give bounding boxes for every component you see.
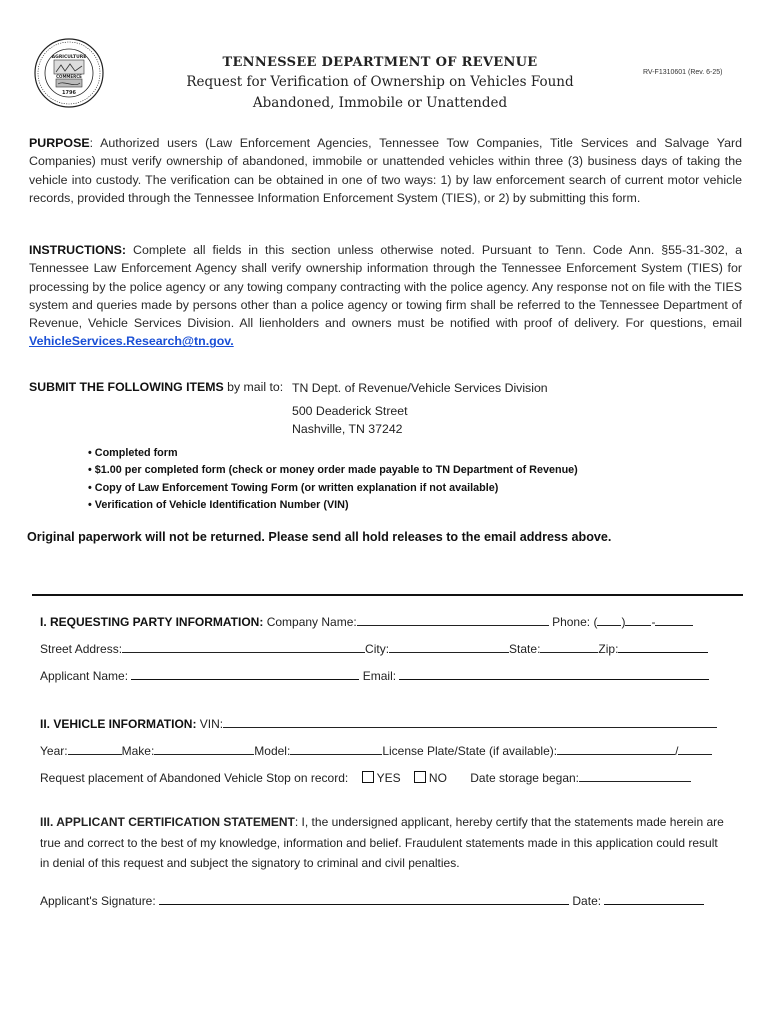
instructions-label: INSTRUCTIONS: <box>29 243 127 257</box>
section1-heading: I. REQUESTING PARTY INFORMATION: <box>40 615 264 629</box>
year-label: Year: <box>40 744 68 758</box>
street-address-field[interactable] <box>122 640 365 653</box>
license-plate-label: License Plate/State (if available): <box>382 744 558 758</box>
vehicle-services-email-link[interactable]: VehicleServices.Research@tn.gov. <box>29 334 234 349</box>
phone-close-paren: ) <box>621 615 626 629</box>
yes-checkbox[interactable] <box>362 771 374 783</box>
state-label: State: <box>509 642 541 656</box>
phone-label: Phone: ( <box>552 615 598 629</box>
purpose-text: : Authorized users (Law Enforcement Agencies, Tennessee Tow Companies, Title Services and Salvage Yard Companies) must verify ownership of abandoned, immobile or unattended vehicles within three (3) business days of taking the vehicle into custody. The verification can be obtained in one of two ways: 1) by law enforcement search of current motor vehicle records, provided through the Tennessee Information Enforcement System (TIES), or 2) by submitting this form. <box>29 136 742 205</box>
applicant-name-field[interactable] <box>131 667 359 680</box>
phone-prefix-field[interactable] <box>625 613 651 626</box>
purpose-paragraph <box>29 134 742 207</box>
email-label: Email: <box>362 669 397 683</box>
applicant-name-label: Applicant Name: <box>40 669 129 683</box>
vin-label: VIN: <box>199 717 224 731</box>
state-field[interactable] <box>540 640 598 653</box>
seal-commerce-text: COMMERCE <box>56 74 82 79</box>
signature-field[interactable] <box>159 892 569 905</box>
phone-area-code-field[interactable] <box>597 613 621 626</box>
mail-address-line2: 500 Deaderick Street <box>292 404 408 418</box>
submit-items-list <box>88 445 578 515</box>
signature-label: Applicant's Signature: <box>40 894 156 908</box>
vehicle-info-row3 <box>40 769 691 785</box>
no-label: NO <box>428 771 447 785</box>
section-divider <box>32 594 743 596</box>
vehicle-info-row1 <box>40 715 717 731</box>
company-name-label: Company Name: <box>266 615 357 629</box>
purpose-label: PURPOSE <box>29 136 90 150</box>
form-header <box>150 54 610 114</box>
company-name-field[interactable] <box>357 613 549 626</box>
signature-date-label: Date: <box>572 894 602 908</box>
section3-heading: III. APPLICANT CERTIFICATION STATEMENT <box>40 815 295 829</box>
yes-label: YES <box>376 771 401 785</box>
requesting-party-row2 <box>40 640 708 656</box>
vin-field[interactable] <box>223 715 717 728</box>
city-label: City: <box>365 642 390 656</box>
no-checkbox[interactable] <box>414 771 426 783</box>
phone-dash: - <box>651 615 656 629</box>
seal-year-text: 1796 <box>62 90 76 96</box>
city-field[interactable] <box>389 640 509 653</box>
signature-date-field[interactable] <box>604 892 704 905</box>
make-label: Make: <box>121 744 155 758</box>
instructions-text: Complete all fields in this section unless otherwise noted. Pursuant to Tenn. Code Ann. §55-31-302, a Tennessee Law Enforcement Agency shall verify ownership information through the Tennessee Enforcement System (TIES) for processing by the police agency or any towing company contracting with the police agency. Any response not on file with the TIES system and queries made by persons other than a police agency or towing firm shall be referred to the Tennessee Department of Revenue, Vehicle Services Division. All lienholders and owners must be notified with proof of delivery. For questions, email <box>29 243 742 331</box>
submit-item: • $1.00 per completed form (check or money order made payable to TN Department of Revenue) <box>88 464 578 477</box>
license-plate-field[interactable] <box>557 742 675 755</box>
submit-heading: SUBMIT THE FOLLOWING ITEMS <box>29 380 224 394</box>
mail-address-line1: TN Dept. of Revenue/Vehicle Services Division <box>292 381 548 395</box>
requesting-party-row1 <box>40 613 693 629</box>
form-title-line2: Abandoned, Immobile or Unattended <box>252 95 508 111</box>
zip-label: Zip: <box>598 642 619 656</box>
storage-date-field[interactable] <box>579 769 691 782</box>
submit-item: • Copy of Law Enforcement Towing Form (or written explanation if not available) <box>88 481 499 494</box>
make-field[interactable] <box>154 742 254 755</box>
submit-item: • Verification of Vehicle Identification Number (VIN) <box>88 499 349 512</box>
signature-row <box>40 892 704 908</box>
submit-by-mail: by mail to: <box>223 380 284 394</box>
submit-item: • Completed form <box>88 447 178 459</box>
seal-agriculture-text: AGRICULTURE <box>51 55 87 60</box>
year-field[interactable] <box>68 742 122 755</box>
street-address-label: Street Address: <box>40 642 123 656</box>
email-field[interactable] <box>399 667 709 680</box>
form-number: RV-F1310601 (Rev. 6-25) <box>643 69 723 76</box>
requesting-party-row3 <box>40 667 709 683</box>
certification-text: : I, the undersigned applicant, hereby certify that the statements made herein are true and correct to the best of my knowledge, information and belief. Fraudulent statements made in this application could result in denial of this request and subject the signatory to criminal and civil penalties. <box>40 815 724 870</box>
plate-state-separator: / <box>675 744 679 758</box>
vehicle-stop-label: Request placement of Abandoned Vehicle Stop on record: <box>40 771 349 785</box>
vehicle-info-row2 <box>40 742 712 758</box>
zip-field[interactable] <box>618 640 708 653</box>
tennessee-state-seal <box>34 38 104 108</box>
storage-date-label: Date storage began: <box>470 771 580 785</box>
form-title-line1: Request for Verification of Ownership on Vehicles Found <box>186 74 574 90</box>
certification-statement <box>40 812 730 874</box>
model-label: Model: <box>254 744 291 758</box>
plate-state-field[interactable] <box>678 742 712 755</box>
submit-label <box>29 380 283 394</box>
mail-address-line3: Nashville, TN 37242 <box>292 422 403 436</box>
department-name: TENNESSEE DEPARTMENT OF REVENUE <box>222 55 538 70</box>
phone-line-field[interactable] <box>655 613 693 626</box>
instructions-paragraph <box>29 241 742 351</box>
paperwork-notice: Original paperwork will not be returned. Please send all hold releases to the email address above. <box>27 530 612 544</box>
section2-heading: II. VEHICLE INFORMATION: <box>40 717 197 731</box>
model-field[interactable] <box>290 742 382 755</box>
